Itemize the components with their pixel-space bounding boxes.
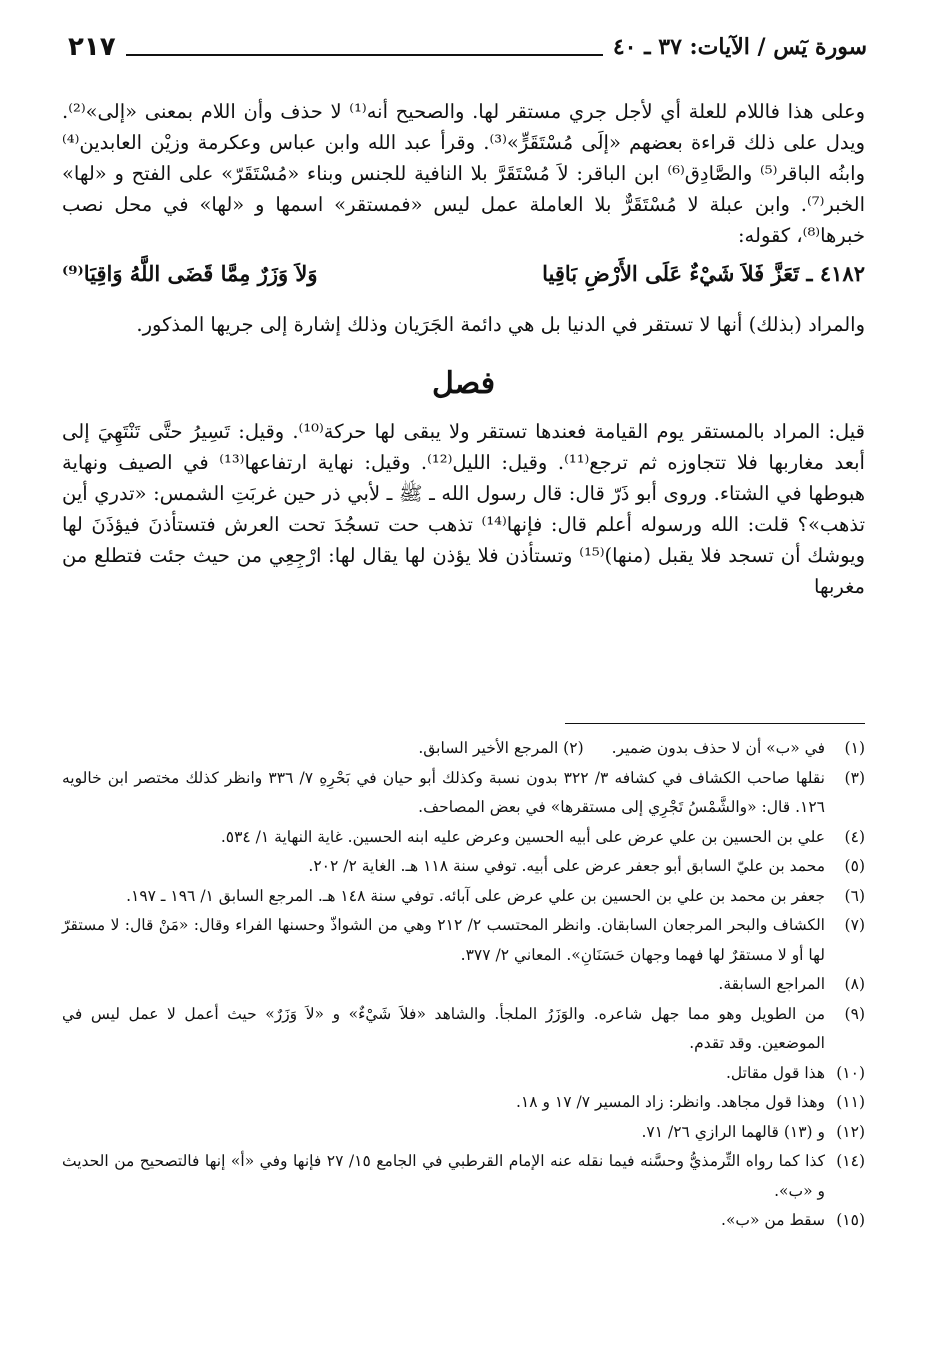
footnote-text	[62, 882, 825, 912]
footnote	[62, 1147, 865, 1206]
footnote-number: (٥)	[844, 857, 865, 875]
footnote-text	[62, 1088, 825, 1118]
main-text	[62, 96, 865, 602]
footnote-body: المراجع السابقة.	[718, 975, 825, 993]
footnote-body: هذا قول مقاتل.	[726, 1063, 825, 1082]
footnote-body: في «ب» أن لا حذف بدون ضمير.	[611, 739, 825, 757]
footnote-number: (١٤)	[836, 1152, 865, 1170]
footnote-number: (١٠)	[836, 1063, 865, 1082]
footnote	[62, 1088, 865, 1118]
footnote-number: (٣)	[844, 768, 865, 787]
footnote-inline-second: (٢) المرجع الأخير السابق.	[418, 739, 584, 757]
footnote-body: وهذا قول مجاهد. وانظر: زاد المسير ٧/ ١٧ و ١٨.	[515, 1093, 825, 1111]
footnote	[62, 734, 865, 764]
footnote	[62, 911, 865, 970]
header-rule	[126, 54, 603, 56]
footnote-body: الكشاف والبحر المرجعان السابقان. وانظر المحتسب ٢/ ٢١٢ وهي من الشواذّ وحسنها الفراء وقال: «مَنْ قال: لا مستقرّ لها أو لا مستقرٌ لها فهما وجهان حَسَنَانِ». المعاني ٢/ ٣٧٧.	[62, 916, 825, 964]
footnote-number: (١٥)	[836, 1211, 865, 1229]
footnote-text	[62, 852, 825, 882]
footnote-body: كذا كما رواه التِّرمذيُّ وحسَّنه فيما نقله عنه الإمام القرطبي في الجامع ١٥/ ٢٧ فإنها وفي «أ» إنها فالتصحيح من الحديث و «ب».	[62, 1152, 825, 1200]
footnote	[62, 852, 865, 882]
footnote-separator	[565, 723, 865, 724]
paragraph-1: وعلى هذا فاللام للعلة أي لأجل جري مستقر لها. والصحيح أنه⁽¹⁾ لا حذف وأن اللام بمعنى «إلى»⁽²⁾. ويدل على ذلك قراءة بعضهم «إلَى مُسْتَقَرٍّ»⁽³⁾. وقرأ عبد الله وابن عباس وعكرمة وزيْن العابدين⁽⁴⁾ وابنُه الباقر⁽⁵⁾ والصَّادِق⁽⁶⁾ ابن الباقر: لاَ مُسْتَقَرَّ بلا النافية للجنس وبناء «مُسْتَقَرّ» على الفتح و «لها» الخبر⁽⁷⁾. وابن عبلة لا مُسْتَقَرٌّ بلا العاملة عمل ليس «فمستقر» اسمها و «لها» في محل نصب خبرها⁽⁸⁾، كقوله:	[62, 100, 866, 247]
running-title: سورة يٓس / الآيات: ٣٧ ـ ٤٠	[612, 34, 867, 60]
footnote-body: نقلها صاحب الكشاف في كشافه ٣/ ٣٢٢ بدون نسبة وكذلك أبو حيان في بَحْرِهِ ٧/ ٣٣٦ وانظر كذلك مختصر ابن خالويه ١٢٦. قال: «والشَّمْسُ تَجْرِي إلى مستقرها» في بعض المصاحف.	[62, 768, 825, 816]
footnote-text	[62, 734, 825, 764]
footnote-number: (٧)	[844, 916, 865, 934]
footnote-text	[62, 1206, 825, 1236]
footnote-body: من الطويل وهو مما جهل شاعره. والوَزَرُ الملجأ. والشاهد «فلاَ شَيْءٌ» و «لاَ وَزَرٌ» حيث أعمل لا عمل ليس في الموضعين. وقد تقدم.	[62, 1004, 825, 1052]
verse-second-hemistich: وَلاَ وَزَرٌ مِمَّا قَضَى اللَّهُ وَاقِيَا⁽⁹⁾	[62, 261, 318, 286]
footnote-text	[62, 764, 825, 823]
footnote	[62, 764, 865, 823]
footnote-text	[62, 1118, 825, 1148]
footnote-number: (٩)	[844, 1004, 865, 1023]
verse-first-hemistich: ٤١٨٢ ـ تَعَزَّ فَلاَ شَيْءٌ عَلَى الأَرْضِ بَاقِيا	[542, 261, 865, 286]
footnote-number: (٤)	[844, 827, 865, 846]
footnote-text	[62, 1147, 825, 1206]
footnote-text	[62, 1000, 825, 1059]
footnotes	[62, 734, 865, 1236]
footnote-text	[62, 1059, 825, 1089]
poetry-verse	[62, 257, 865, 291]
footnote-number: (١١)	[836, 1093, 865, 1111]
footnote-text	[62, 823, 825, 853]
section-heading: فصل	[431, 366, 496, 401]
footnote	[62, 823, 865, 853]
footnote-number: (٨)	[844, 975, 865, 993]
footnote-body: محمد بن عليّ السابق أبو جعفر عرض على أبيه. توفي سنة ١١٨ هـ. الغاية ٢/ ٢٠٢.	[308, 857, 825, 875]
paragraph-3: قيل: المراد بالمستقر يوم القيامة فعندها تستقر ولا يبقى لها حركة⁽¹⁰⁾. وقيل: تَسِيرُ حتَّى تَنْتَهِيَ إلى أبعد مغاربها فلا تتجاوزه ثم ترجع⁽¹¹⁾. وقيل: الليل⁽¹²⁾. وقيل: نهاية ارتفاعها⁽¹³⁾ في الصيف ونهاية هبوطها في الشتاء. وروى أبو ذَرّ قال: قال رسول الله ـ ﷺ ـ لأبي ذر حين غربَتِ الشمس: «تدري أين تذهب»؟ قلت: الله ورسوله أعلم قال: فإنها⁽¹⁴⁾ تذهب حت تسجُدَ تحت العرش فتستأذنَ فيؤذَنَ لها ويوشك أن تسجد فلا يقبل (منها)⁽¹⁵⁾ وتستأذن فلا يؤذن لها يقال لها: ارْجِعِي من حيث جئت فتطلع من مغربها	[62, 420, 865, 598]
footnote-text	[62, 911, 825, 970]
footnote	[62, 1059, 865, 1089]
footnote-text	[62, 970, 825, 1000]
paragraph-2: والمراد (بذلك) أنها لا تستقر في الدنيا بل هي دائمة الجَرَيان وذلك إشارة إلى جريها المذكور.	[136, 313, 865, 336]
footnote-body: سقط من «ب».	[721, 1211, 825, 1229]
footnote-body: و (١٣) قالهما الرازي ٢٦/ ٧١.	[641, 1122, 825, 1141]
footnote	[62, 1000, 865, 1059]
footnote-number: (٦)	[844, 886, 865, 905]
footnote	[62, 970, 865, 1000]
footnote	[62, 882, 865, 912]
footnote-number: (١)	[844, 739, 865, 757]
page-header	[68, 22, 867, 62]
footnote	[62, 1206, 865, 1236]
footnote-body: علي بن الحسين بن علي عرض على أبيه الحسين وعرض عليه ابنه الحسين. غاية النهاية ١/ ٥٣٤.	[220, 827, 825, 846]
footnote-body: جعفر بن محمد بن علي بن الحسين بن علي عرض على آبائه. توفي سنة ١٤٨ هـ. المرجع السابق ١/ ١٩٦ ـ ١٩٧.	[126, 886, 825, 905]
footnote	[62, 1118, 865, 1148]
page-number: ٢١٧	[68, 32, 116, 62]
footnote-number: (١٢)	[836, 1122, 865, 1141]
